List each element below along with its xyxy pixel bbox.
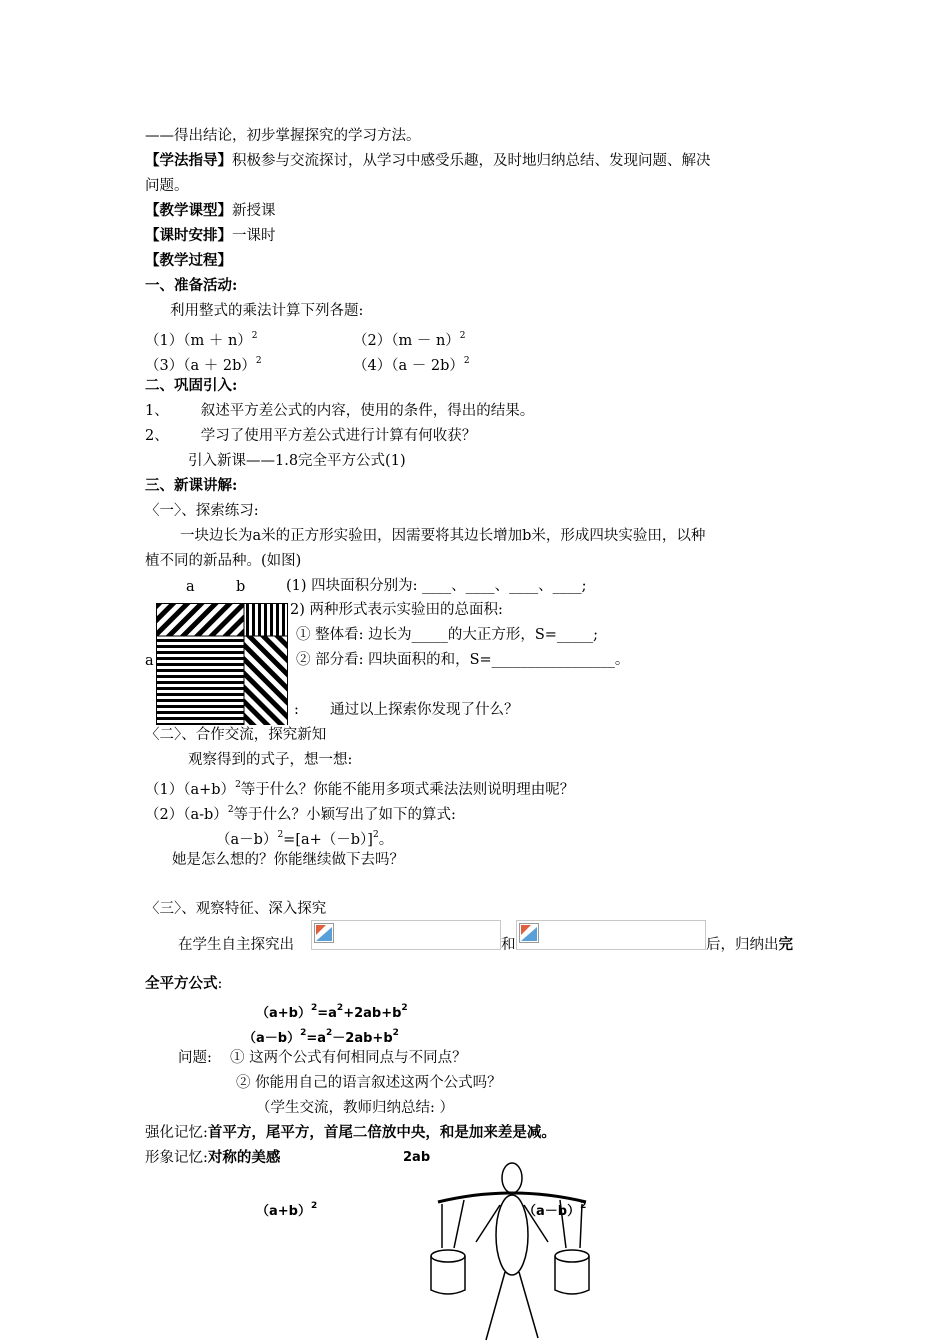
explore-b: 后，归纳出完 <box>706 936 793 953</box>
explore-q3-colon: : <box>294 702 299 718</box>
square-aa <box>156 603 244 636</box>
stick-figure-drawing <box>420 1160 600 1342</box>
problem-line2: 植不同的新品种。(如图) <box>145 553 302 569</box>
left-bucket-top <box>431 1250 465 1262</box>
exercise-4: $(4)(a - 2b)^2$ <box>353 356 470 374</box>
question-1: ① 这两个公式有何相同点与不同点？ <box>230 1050 467 1066</box>
figure-head <box>502 1163 522 1193</box>
explore-a: 在学生自主探究出 <box>178 937 294 953</box>
figure-right-label: $(a-b)^2$ <box>523 1201 587 1219</box>
question-2: ② 你能用自己的语言叙述这两个公式吗？ <box>236 1075 502 1091</box>
explore-q2b: ② 部分看: 四块面积的和，S=_________________。 <box>296 652 630 668</box>
broken-image-1 <box>311 920 501 950</box>
formula-diff: $(a-b)^2=a^2-2ab+b^2$ <box>243 1028 399 1046</box>
part1-title: 〈一〉、探索练习: <box>145 503 259 519</box>
summary: （学生交流，教师归纳总结: ） <box>256 1100 454 1116</box>
section2-heading: 二、巩固引入: <box>145 377 238 394</box>
kexing-label: 【教学课型】 <box>145 202 232 219</box>
figure-left-label: $(a+b)^2$ <box>256 1201 318 1219</box>
question-label: 问题: <box>178 1050 212 1066</box>
image-placeholder-icon <box>519 923 539 943</box>
memory-reinforce: 强化记忆:首平方，尾平方，首尾二倍放中央，和是加来差是减。 <box>145 1124 556 1141</box>
part2-title: 〈二〉、合作交流，探究新知 <box>145 727 327 743</box>
intro-new-lesson: 引入新课——1.8完全平方公式(1) <box>188 453 406 469</box>
image-placeholder-icon <box>314 923 334 943</box>
square-ab-left <box>156 636 244 728</box>
xuefa-label: 【学法指导】 <box>145 152 232 169</box>
p2-question1: $(1)(a+b)^2$等于什么？你能不能用多项式乘法法则说明理由呢？ <box>145 780 575 798</box>
formula-sum: $(a+b)^2=a^2+2ab+b^2$ <box>256 1003 408 1021</box>
label-a-left: a <box>145 653 154 669</box>
guocheng-label: 【教学过程】 <box>145 252 232 269</box>
square-bb <box>244 636 288 728</box>
label-a-top: a <box>186 579 195 595</box>
square-ab-top <box>244 603 288 636</box>
p2-question2: $(2)(a-b)^2$等于什么？小颖写出了如下的算式: <box>145 805 456 823</box>
formula-heading: 全平方公式: <box>145 975 223 992</box>
intro-line: ——得出结论，初步掌握探究的学习方法。 <box>145 128 421 144</box>
broken-image-2 <box>516 920 706 950</box>
review-q2: 2、 学习了使用平方差公式进行计算有何收获？ <box>145 428 477 444</box>
review-q1: 1、 叙述平方差公式的内容，使用的条件，得出的结果。 <box>145 403 535 419</box>
square-diagram <box>156 603 288 728</box>
figure-2ab: 2ab <box>403 1150 431 1165</box>
explore-q1: (1) 四块面积分别为: ____、____、____、____; <box>286 578 587 594</box>
section1-heading: 一、准备活动: <box>145 277 238 294</box>
keshi-text: 一课时 <box>232 228 276 244</box>
problem-line1: 一块边长为a米的正方形实验田，因需要将其边长增加b米，形成四块实验田，以种 <box>180 528 706 544</box>
part3-title: 〈三〉、观察特征、深入探究 <box>145 901 327 917</box>
observe: 观察得到的式子，想一想: <box>188 752 353 768</box>
xuefa-text2: 问题。 <box>145 178 189 194</box>
keshi-label: 【课时安排】 <box>145 227 232 244</box>
section1-prompt: 利用整式的乘法计算下列各题: <box>170 303 364 319</box>
explore-q3: 通过以上探索你发现了什么？ <box>330 702 519 718</box>
kexing-text: 新授课 <box>232 203 276 219</box>
keshi-line <box>145 226 276 246</box>
right-bucket-top <box>555 1250 589 1262</box>
xiaoying-formula: $(a-b)^2=[a+(-b)]^2$。 <box>216 830 394 848</box>
exercise-2: $(2)(m - n)^2$ <box>353 331 466 349</box>
think: 她是怎么想的？你能继续做下去吗？ <box>172 852 404 868</box>
explore-q2: 2) 两种形式表示实验田的总面积: <box>290 602 503 618</box>
section3-heading: 三、新课讲解: <box>145 477 238 494</box>
memory-image: 形象记忆:对称的美感 <box>145 1149 281 1166</box>
explore-q2a: ① 整体看: 边长为_____的大正方形，S=_____; <box>296 627 599 643</box>
exercise-3: $(3)(a + 2b)^2$ <box>145 356 262 374</box>
kexing-line <box>145 201 276 221</box>
exercise-1: $(1)(m + n)^2$ <box>145 331 258 349</box>
xuefa-text: 积极参与交流探讨，从学习中感受乐趣，及时地归纳总结、发现问题、解决 <box>232 153 711 169</box>
explore-and: 和 <box>501 937 516 953</box>
xuefa-line <box>145 151 711 171</box>
label-b-top: b <box>236 579 246 595</box>
